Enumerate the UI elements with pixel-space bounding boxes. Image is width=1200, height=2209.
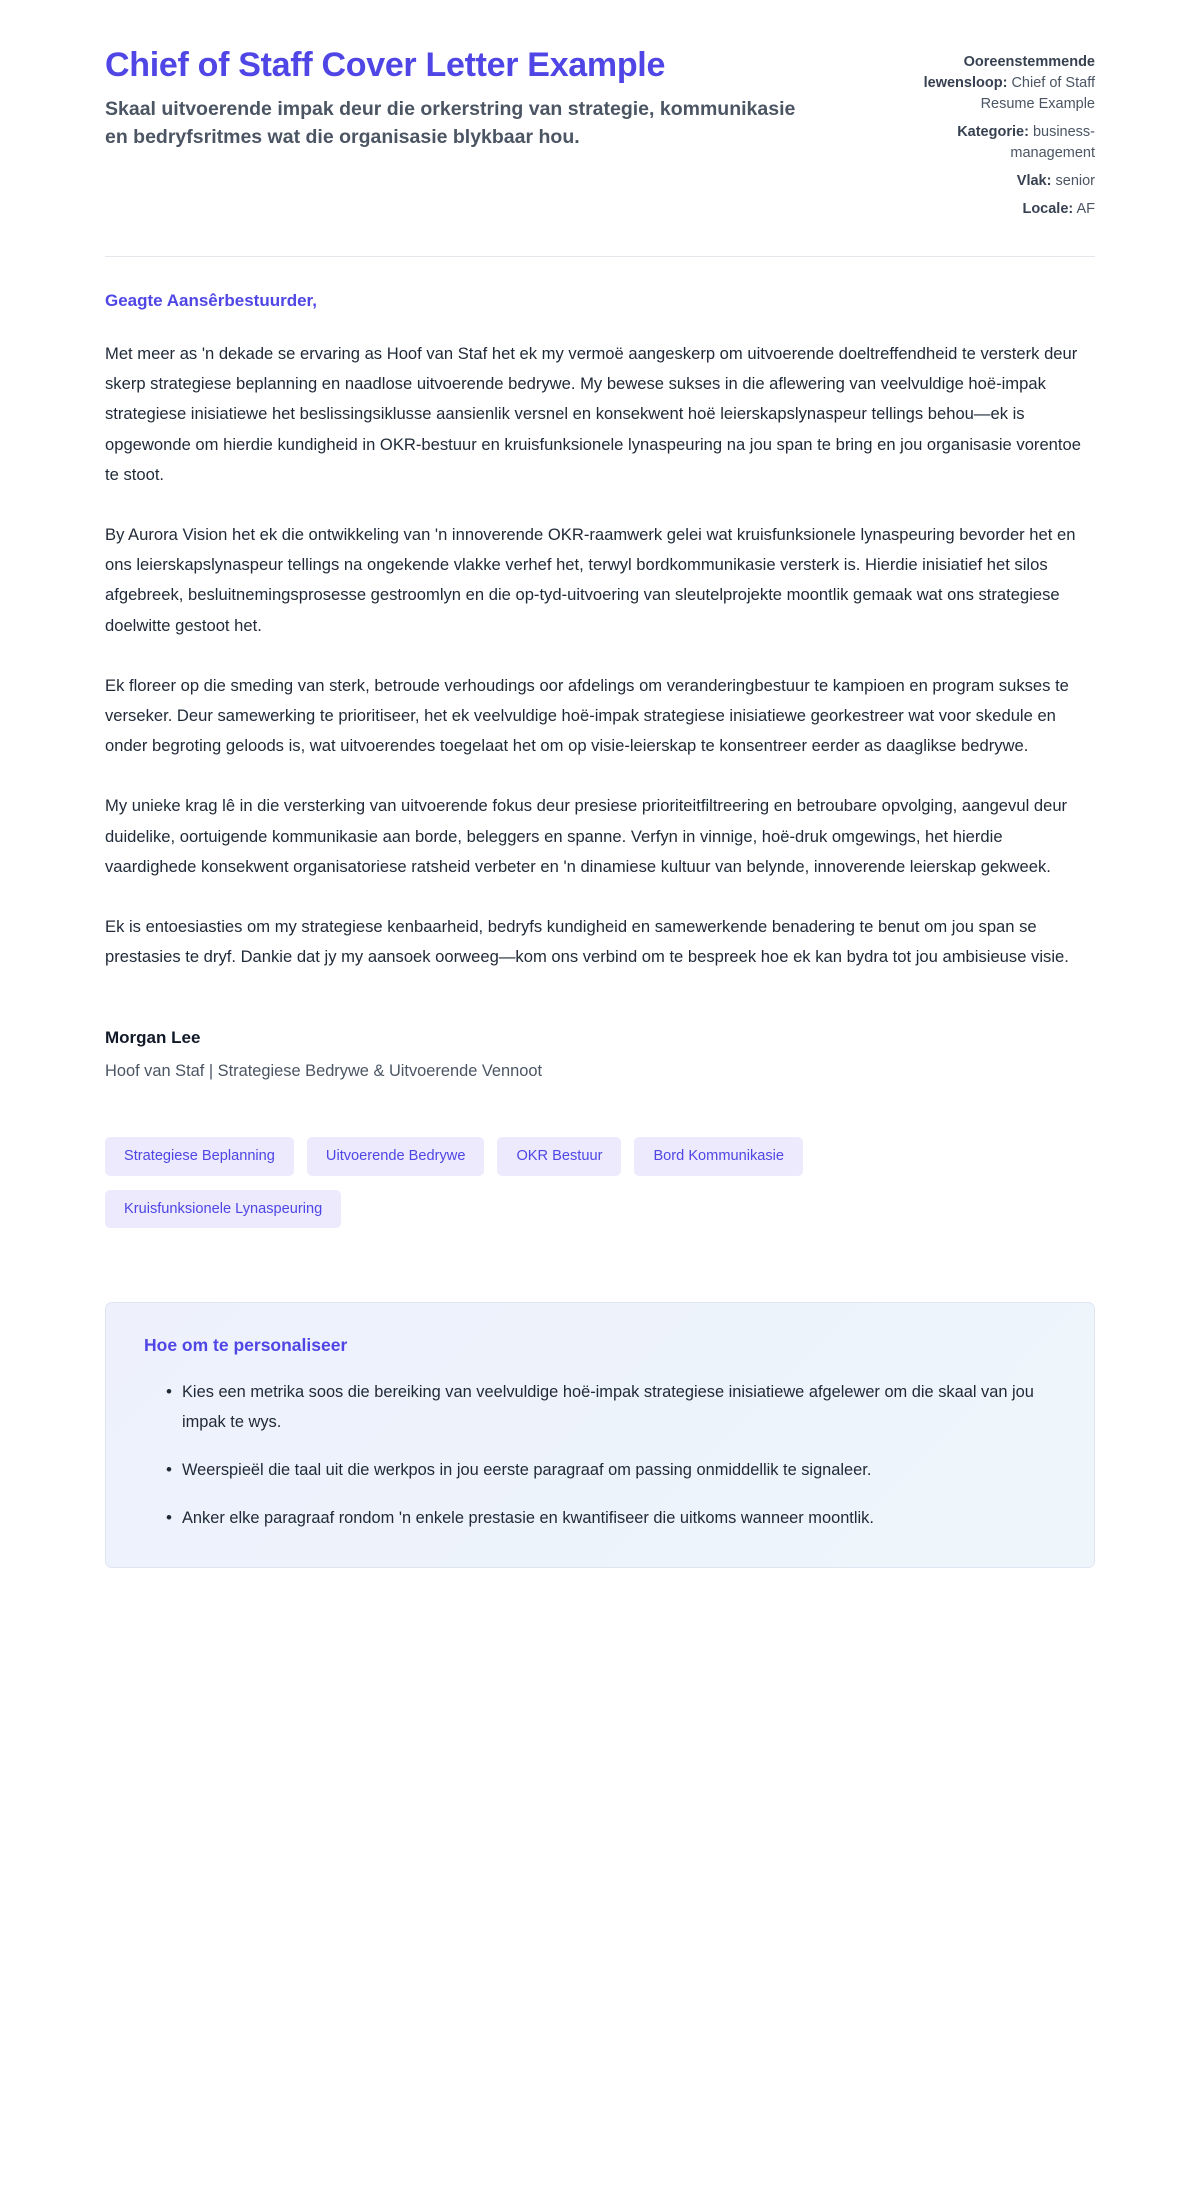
skill-tag[interactable]: OKR Bestuur xyxy=(497,1137,621,1176)
document-header xyxy=(105,46,1095,220)
header-title-block xyxy=(105,46,835,152)
metadata-label: Locale: xyxy=(1022,201,1074,218)
metadata-value: Chief of Staff Resume Example xyxy=(980,75,1095,113)
metadata-value: AF xyxy=(1076,201,1095,218)
skill-tag-list xyxy=(105,1137,935,1228)
personalization-callout xyxy=(105,1302,1095,1568)
metadata-row-locale xyxy=(899,199,1095,220)
metadata-row-category xyxy=(899,122,1095,164)
callout-list-item: • Anker elke paragraaf rondom 'n enkele prestasie en kwantifiseer die uitkoms wanneer moontlik. xyxy=(166,1504,1056,1533)
metadata-value: senior xyxy=(1055,173,1095,190)
callout-list-item: • Kies een metrika soos die bereiking van veelvuldige hoë-impak strategiese inisiatiewe afgelewer om die skaal van jou impak te wys. xyxy=(166,1378,1056,1436)
letter-paragraph: By Aurora Vision het ek die ontwikkeling van 'n innoverende OKR-raamwerk gelei wat kruisfunksionele lynaspeuring bevorder het en ons leierskapslynaspeur tellings na ongekende vlakke verhef het, terwyl bordkommunikasie versterk is. Hierdie inisiatief het silos afgebreek, besluitnemingsprosesse gestroomlyn en die op-tyd-uitvoering van sleutelprojekte moontlik gemaak wat ons strategiese doelwitte gestoot het. xyxy=(105,525,1076,635)
signature-block xyxy=(105,1028,1095,1081)
metadata-row-matching-resume xyxy=(899,52,1095,115)
metadata-value: business-management xyxy=(1010,124,1095,162)
callout-list-item: • Weerspieël die taal uit die werkpos in jou eerste paragraaf om passing onmiddellik te signaleer. xyxy=(166,1456,1056,1485)
page-title: Chief of Staff Cover Letter Example xyxy=(105,46,666,84)
metadata-label: Kategorie: xyxy=(957,124,1029,141)
letter-paragraph: Ek floreer op die smeding van sterk, betroude verhoudings oor afdelings om veranderingbestuur te kampioen en program sukses te verseker. Deur samewerking te prioritiseer, het ek veelvuldige hoë-impak strategiese inisiatiewe georkestreer wat voor skedule en onder begroting geloods is, wat uitvoerendes toegelaat het om op visie-leierskap te konsentreer eerder as daaglikse bedrywe. xyxy=(105,675,1069,756)
callout-list xyxy=(144,1378,1056,1533)
letter-paragraph: My unieke krag lê in die versterking van uitvoerende fokus deur presiese prioriteitfiltreering en betroubare opvolging, aangevul deur duidelike, oortuigende kommunikasie aan borde, beleggers en spanne. Verfyn in vinnige, hoë-druk omgewings, het hierdie vaardighede konsekwent organisatoriese ratsheid verbeter en 'n dinamiese kultuur van belynde, innoverende leierskap gekweek. xyxy=(105,796,1068,876)
metadata-row-level xyxy=(899,171,1095,192)
letter-paragraph: Met meer as 'n dekade se ervaring as Hoof van Staf het ek my vermoë aangeskerp om uitvoerende doeltreffendheid te versterk deur skerp strategiese beplanning en naadlose uitvoerende bedrywe. My bewese sukses in die aflewering van veelvuldige hoë-impak strategiese inisiatiewe het beslissingsiklusse aansienlik versnel en konsekwent hoë leierskapslynaspeur tellings behou—ek is opgewonde om hierdie kundigheid in OKR-bestuur en kruisfunksionele lynaspeuring na jou span te bring en jou organisasie vorentoe te stoot. xyxy=(105,344,1081,484)
skill-tag[interactable]: Uitvoerende Bedrywe xyxy=(307,1137,485,1176)
signature-name: Morgan Lee xyxy=(105,1028,201,1048)
letter-body xyxy=(105,257,1095,1568)
letter-paragraph: Ek is entoesiasties om my strategiese kenbaarheid, bedryfs kundigheid en samewerkende benadering te benut om jou span se prestasies te dryf. Dankie dat jy my aansoek oorweeg—kom ons verbind om te bespreek hoe ek kan bydra tot jou ambisieuse visie. xyxy=(105,916,1069,967)
document-metadata xyxy=(899,46,1095,220)
skill-tag[interactable]: Kruisfunksionele Lynaspeuring xyxy=(105,1190,341,1229)
signature-role: Hoof van Staf | Strategiese Bedrywe & Uitvoerende Vennoot xyxy=(105,1062,543,1081)
page-subtitle: Skaal uitvoerende impak deur die orkerstring van strategie, kommunikasie en bedryfsritmes wat die organisasie blykbaar hou. xyxy=(105,98,796,149)
skill-tag[interactable]: Bord Kommunikasie xyxy=(634,1137,803,1176)
callout-title: Hoe om te personaliseer xyxy=(144,1335,348,1356)
metadata-label: Vlak: xyxy=(1016,173,1052,190)
metadata-label: Ooreenstemmende lewensloop: xyxy=(923,54,1095,92)
salutation: Geagte Aansêrbestuurder, xyxy=(105,291,317,311)
skill-tag[interactable]: Strategiese Beplanning xyxy=(105,1137,294,1176)
